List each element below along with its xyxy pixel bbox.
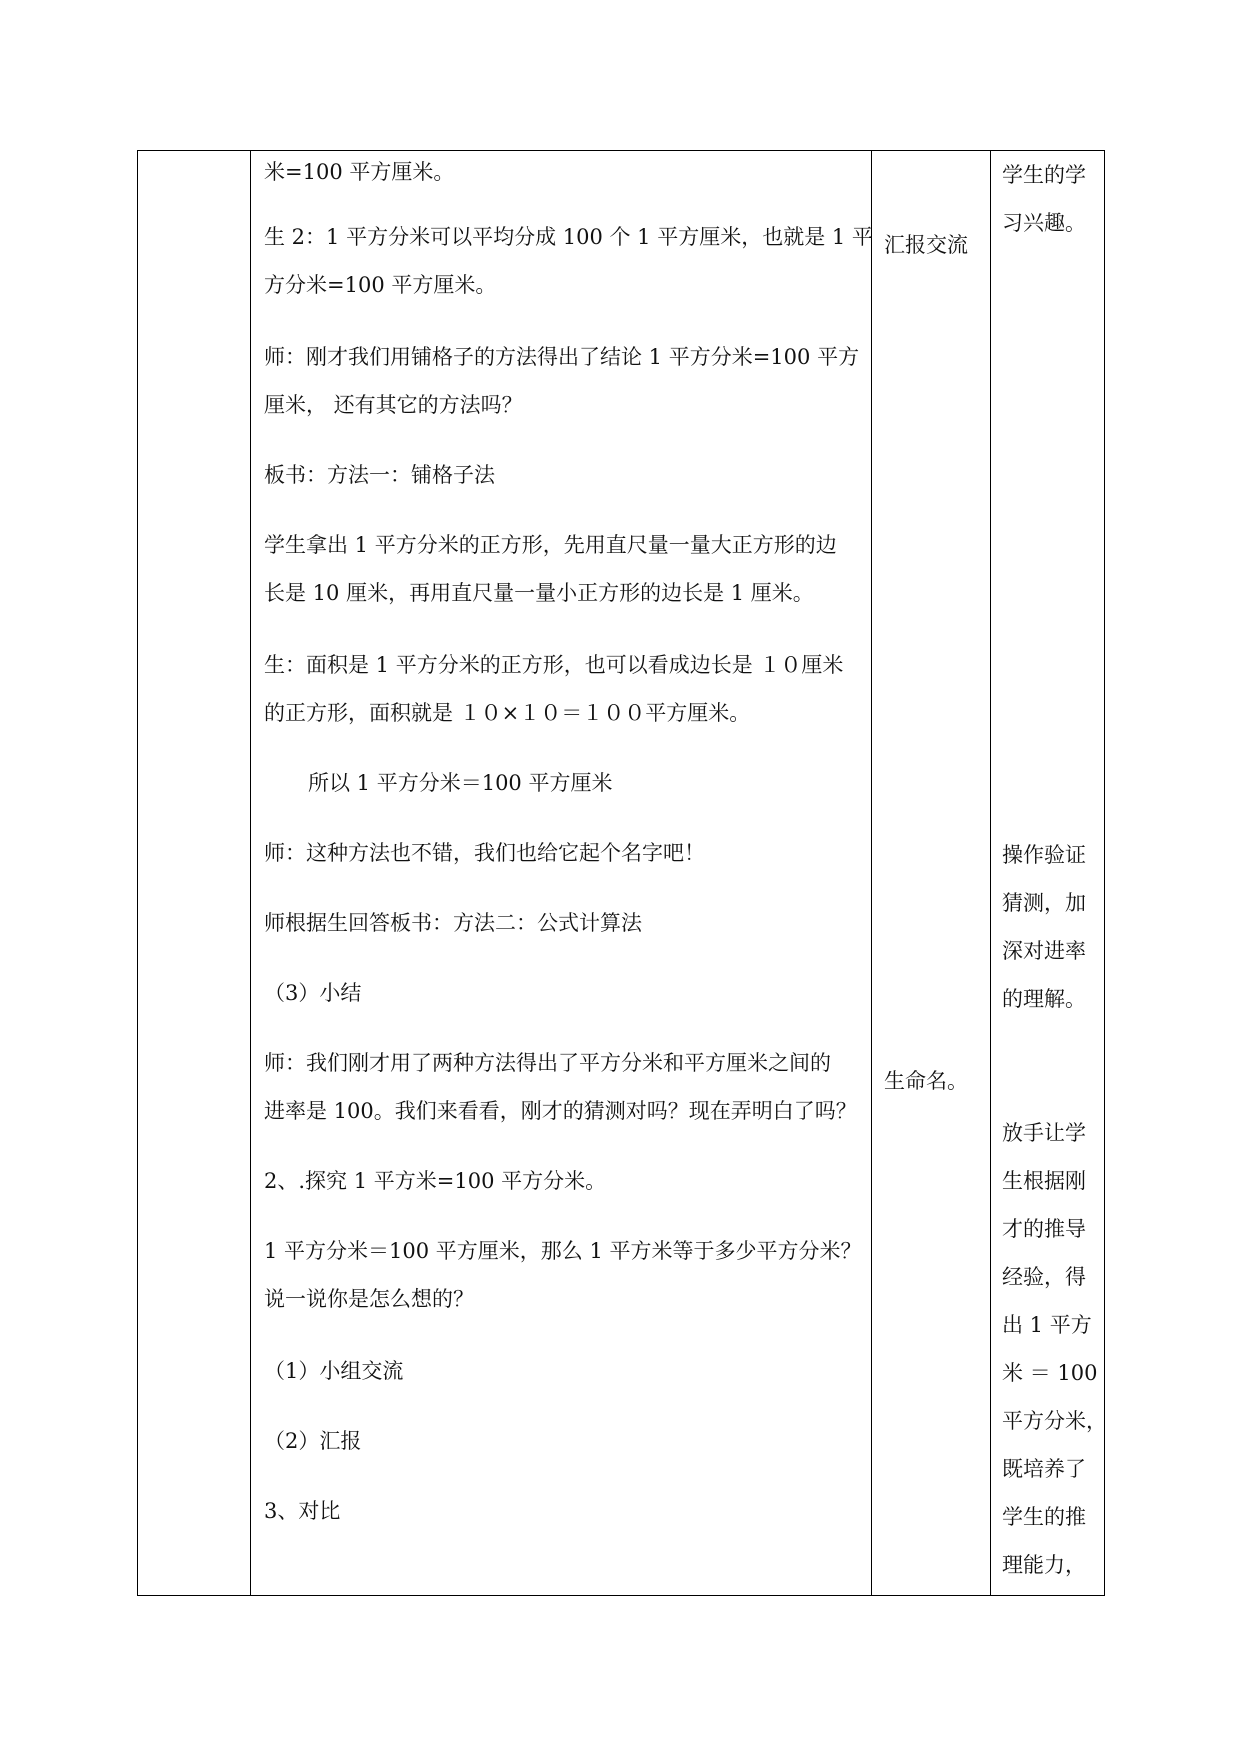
text-line: 3、对比	[264, 1499, 341, 1523]
lesson-table	[137, 150, 1105, 1596]
text-line: 师：我们刚才用了两种方法得出了平方分米和平方厘米之间的	[264, 1051, 831, 1075]
text-line: 长是 10 厘米，再用直尺量一量小正方形的边长是 1 厘米。	[264, 581, 814, 605]
text-line: （3）小结	[264, 981, 362, 1005]
text-line: 说一说你是怎么想的？	[264, 1287, 474, 1311]
text-line: 厘米， 还有其它的方法吗？	[264, 393, 523, 417]
text-line: 2、.探究 1 平方米=100 平方分米。	[264, 1169, 607, 1193]
text-line: 1 平方分米＝100 平方厘米，那么 1 平方米等于多少平方分米？	[264, 1239, 862, 1263]
text-line: 操作验证	[1002, 843, 1086, 867]
text-line: 师：这种方法也不错，我们也给它起个名字吧！	[264, 841, 705, 865]
teaching-process-cell	[251, 151, 871, 1595]
text-line: 师：刚才我们用铺格子的方法得出了结论 1 平方分米=100 平方	[264, 345, 860, 369]
text-line: 生根据刚	[1002, 1169, 1086, 1193]
text-line: （1）小组交流	[264, 1359, 404, 1383]
text-line: 理能力，	[1002, 1553, 1086, 1577]
text-line: 的理解。	[1002, 987, 1086, 1011]
text-line: （2）汇报	[264, 1429, 362, 1453]
text-line: 猜测，加	[1002, 891, 1086, 915]
text-line: 经验，得	[1002, 1265, 1086, 1289]
text-line: 既培养了	[1002, 1457, 1086, 1481]
first-column-cell	[138, 151, 250, 1595]
text-line: 平方分米，	[1002, 1409, 1107, 1433]
text-line: 学生的推	[1002, 1505, 1086, 1529]
text-line: 米=100 平方厘米。	[264, 160, 455, 184]
text-line: 才的推导	[1002, 1217, 1086, 1241]
text-line: 汇报交流	[884, 233, 968, 257]
text-line: 方分米=100 平方厘米。	[264, 273, 497, 297]
text-line: 进率是 100。我们来看看，刚才的猜测对吗？现在弄明白了吗？	[264, 1099, 857, 1123]
text-line: 出 1 平方	[1002, 1313, 1092, 1337]
text-line: 的正方形，面积就是 １０×１０＝１００平方厘米。	[264, 701, 751, 725]
student-activity-cell	[872, 151, 990, 1595]
text-line: 所以 1 平方分米＝100 平方厘米	[308, 771, 613, 795]
text-line: 深对进率	[1002, 939, 1086, 963]
text-line: 生命名。	[884, 1069, 968, 1093]
text-line: 放手让学	[1002, 1121, 1086, 1145]
text-line: 学生的学	[1002, 163, 1086, 187]
text-line: 学生拿出 1 平方分米的正方形，先用直尺量一量大正方形的边	[264, 533, 837, 557]
text-line: 生 2：1 平方分米可以平均分成 100 个 1 平方厘米，也就是 1 平	[264, 225, 873, 249]
design-intent-cell	[991, 151, 1106, 1595]
text-line: 米 ＝ 100	[1002, 1361, 1098, 1385]
text-line: 习兴趣。	[1002, 211, 1086, 235]
text-line: 师根据生回答板书：方法二：公式计算法	[264, 911, 642, 935]
text-line: 生：面积是 1 平方分米的正方形，也可以看成边长是 １０厘米	[264, 653, 844, 677]
text-line: 板书：方法一：铺格子法	[264, 463, 495, 487]
